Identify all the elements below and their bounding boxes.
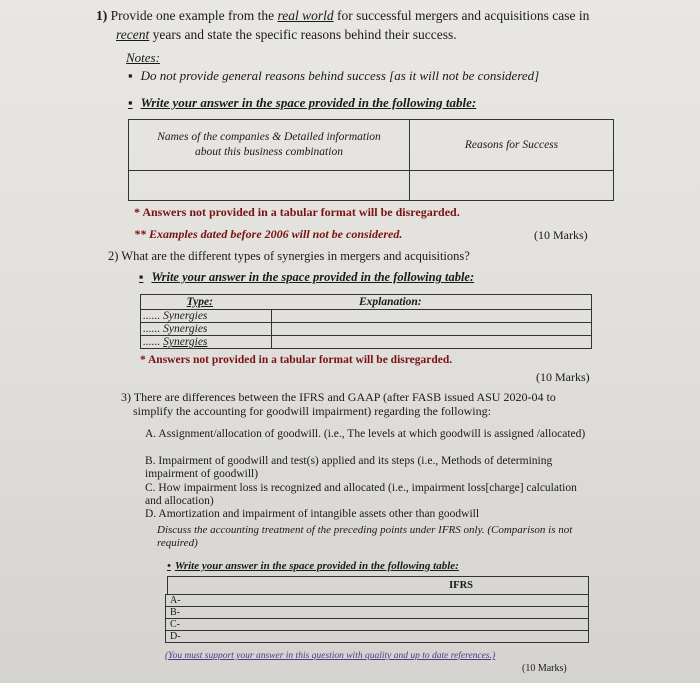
q1-note-2: ▪ Write your answer in the space provided in the following table: [128, 95, 477, 110]
q3-row-b-label: B- [170, 607, 180, 618]
q3-row-a[interactable] [166, 595, 589, 607]
q2-row-explanation-1[interactable] [271, 310, 592, 323]
q3-line-1: 3) There are differences between the IFRS and GAAP (after FASB issued ASU 2020-04 to [121, 390, 556, 404]
q3-marks: (10 Marks) [522, 663, 567, 674]
q3-col-ifrs [167, 577, 589, 595]
q1-table-header-reasons-text: Reasons for Success [464, 139, 559, 151]
q3-line-2: simplify the accounting for goodwill impairment) regarding the following: [133, 404, 491, 418]
q3-row-b[interactable] [166, 607, 589, 619]
q3-instruction-text: Write your answer in the space provided in the following table: [174, 560, 459, 572]
q1-line1-post: for successful mergers and acquisitions case in [333, 8, 590, 23]
q3-support-note: (You must support your answer in this question with quality and up to date references.) [165, 651, 496, 661]
q2-col-type [141, 295, 272, 310]
q2-warning: * Answers not provided in a tabular format will be disregarded. [140, 354, 453, 366]
q3-item-b: B. Impairment of goodwill and test(s) applied and its steps (i.e., Methods of determining impairment of goodwill) [145, 455, 553, 480]
q3-row-d-label: D- [170, 631, 181, 642]
q2-instruction-text: Write your answer in the space provided in the following table: [151, 270, 475, 284]
q2-row-1-dots: ...... [143, 310, 161, 322]
q2-row-3-dots: ...... [143, 336, 161, 348]
q3-row-c[interactable] [166, 619, 589, 631]
q3-row-a-label: A- [170, 595, 181, 606]
q2-row-type-2[interactable] [141, 323, 272, 336]
q1-answer-cell-reasons[interactable] [410, 171, 614, 201]
q1-real-world: real world [277, 8, 334, 23]
q1-note-2-text: Write your answer in the space provided in the following table: [140, 95, 477, 110]
q1-line1-pre: Provide one example from the [110, 8, 278, 23]
q2-col-explanation-text: Explanation: [359, 296, 422, 308]
q2-row-explanation-3[interactable] [271, 336, 592, 349]
q1-warning-2: ** Examples dated before 2006 will not be considered. [134, 227, 403, 241]
q1-recent: recent [116, 27, 150, 42]
q3-item-d: D. Amortization and impairment of intangible assets other than goodwill [145, 508, 480, 520]
q1-table-header-companies [129, 120, 410, 171]
q2-col-type-text: Type: [186, 296, 213, 308]
q3-instruction: • Write your answer in the space provided in the following table: [167, 560, 459, 572]
q2-answer-table [140, 294, 592, 349]
q2-row-explanation-2[interactable] [271, 323, 592, 336]
q3-row-d[interactable] [166, 631, 589, 643]
q2-question: 2) What are the different types of synergies in mergers and acquisitions? [108, 249, 470, 263]
q3-discuss: Discuss the accounting treatment of the preceding points under IFRS only. (Comparison is not required) [157, 524, 573, 549]
q1-notes-heading: Notes: [126, 50, 160, 65]
q1-answer-table [128, 119, 614, 201]
q1-answer-cell-companies[interactable] [129, 171, 410, 201]
q2-row-1-label: Synergies [163, 310, 208, 322]
q1-note-1-text: Do not provide general reasons behind success [as it will not be considered] [140, 68, 540, 83]
q3-row-c-label: C- [170, 619, 180, 630]
q2-col-explanation [271, 295, 592, 310]
q1-question [96, 6, 616, 44]
q2-row-type-1[interactable] [141, 310, 272, 323]
q2-row-2-label: Synergies [163, 323, 208, 335]
q3-item-c: C. How impairment loss is recognized and allocated (i.e., impairment loss[charge] calculation and allocation) [145, 482, 577, 507]
q2-row-2-dots: ...... [143, 323, 161, 335]
q2-marks: (10 Marks) [536, 370, 590, 384]
q1-marks: (10 Marks) [534, 228, 588, 242]
q3-col-ifrs-text: IFRS [449, 580, 473, 591]
q1-table-header-reasons [410, 120, 614, 171]
q3-answer-table [165, 576, 589, 643]
q2-instruction: ▪ Write your answer in the space provided in the following table: [139, 270, 475, 284]
q2-row-type-3[interactable] [141, 336, 272, 349]
q3-question [121, 390, 601, 418]
q1-line2-post: years and state the specific reasons behind their success. [149, 27, 457, 42]
q1-number: 1) [96, 8, 108, 23]
q2-row-3-label: Synergies [163, 336, 208, 348]
q3-item-a: A. Assignment/allocation of goodwill. (i.e., The levels at which goodwill is assigned /allocated) [145, 428, 586, 440]
q1-table-header-companies-text: Names of the companies & Detailed information about this business combination [157, 131, 381, 158]
q1-note-1: ▪ Do not provide general reasons behind success [as it will not be considered] [128, 68, 540, 83]
q1-warning-1: * Answers not provided in a tabular format will be disregarded. [134, 205, 460, 219]
